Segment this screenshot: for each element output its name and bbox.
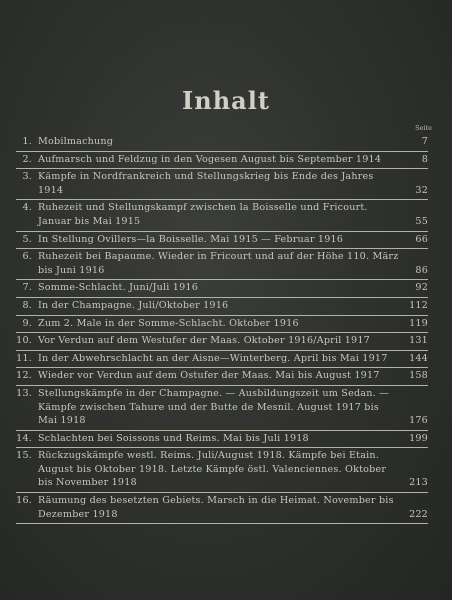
- toc-entry-page: 144: [409, 352, 428, 364]
- toc-entry-text: Kämpfe in Nordfrankreich und Stellungskrieg bis Ende des Jahres 1914: [38, 171, 374, 196]
- toc-entry-text: In der Champagne. Juli/Oktober 1916: [38, 299, 229, 311]
- toc-entry-page: 131: [409, 335, 428, 347]
- toc-entry-text: In Stellung Ovillers—la Boisselle. Mai 1915 — Februar 1916: [38, 233, 344, 245]
- toc-entry-page: 119: [409, 317, 428, 329]
- toc-entry-number: 7.: [22, 282, 32, 294]
- toc-entry-text: Wieder vor Verdun auf dem Ostufer der Maas. Mai bis August 1917: [38, 370, 380, 382]
- toc-entry-number: 5.: [22, 233, 32, 245]
- table-of-contents: [16, 134, 428, 524]
- toc-entry-page: 86: [415, 264, 428, 276]
- toc-entry-text: Somme-Schlacht. Juni/Juli 1916: [38, 282, 199, 294]
- toc-entry-text: Vor Verdun auf dem Westufer der Maas. Oktober 1916/April 1917: [38, 335, 370, 347]
- toc-entry: [16, 298, 428, 316]
- toc-entry-number: 11.: [16, 352, 32, 364]
- toc-entry-text: Rückzugskämpfe westl. Reims. Juli/August 1918. Kämpfe bei Etain. August bis Oktober 1918. Letzte Kämpfe östl. Valenciennes. Oktober bis November 1918: [38, 450, 387, 489]
- toc-entry-page: 92: [415, 282, 428, 294]
- toc-entry-page: 112: [409, 299, 428, 311]
- toc-entry-page: 213: [409, 477, 428, 489]
- toc-entry-number: 3.: [22, 171, 32, 183]
- toc-entry: [16, 152, 428, 170]
- toc-entry-number: 2.: [22, 153, 32, 165]
- toc-entry-number: 14.: [16, 432, 32, 444]
- toc-entry: [16, 351, 428, 369]
- toc-entry-page: 8: [421, 153, 428, 165]
- toc-entry-text: Aufmarsch und Feldzug in den Vogesen August bis September 1914: [38, 153, 382, 165]
- toc-entry-page: 199: [409, 432, 428, 444]
- toc-entry-page: 32: [415, 184, 428, 196]
- toc-entry-number: 4.: [22, 202, 32, 214]
- page-title: Inhalt: [182, 86, 270, 115]
- toc-entry-page: 7: [421, 136, 428, 147]
- toc-entry-text: Mobilmachung: [38, 136, 114, 147]
- toc-entry-number: 15.: [16, 450, 32, 462]
- toc-entry: [16, 232, 428, 250]
- toc-entry-text: In der Abwehrschlacht an der Aisne—Winterberg. April bis Mai 1917: [38, 352, 388, 364]
- toc-entry: [16, 386, 428, 431]
- toc-entry-number: 9.: [22, 317, 32, 329]
- toc-entry: [16, 169, 428, 200]
- toc-entry-number: 1.: [22, 136, 32, 147]
- toc-entry-number: 13.: [16, 387, 32, 399]
- toc-entry-page: 66: [415, 233, 428, 245]
- toc-entry: [16, 280, 428, 298]
- toc-entry-page: 176: [409, 415, 428, 427]
- toc-entry-text: Stellungskämpfe in der Champagne. — Ausbildungszeit um Sedan. — Kämpfe zwischen Tahure und der Butte de Mesnil. August 1917 bis Mai 1918: [38, 387, 389, 427]
- page-column-header: Seite: [415, 124, 432, 132]
- toc-entry: [16, 333, 428, 351]
- toc-entry-text: Schlachten bei Soissons und Reims. Mai bis Juli 1918: [38, 432, 309, 444]
- toc-entry: [16, 448, 428, 493]
- toc-entry: [16, 493, 428, 524]
- toc-entry: [16, 368, 428, 386]
- toc-entry-page: 222: [409, 508, 428, 520]
- toc-entry: [16, 316, 428, 334]
- toc-entry-text: Räumung des besetzten Gebiets. Marsch in die Heimat. November bis Dezember 1918: [38, 495, 394, 520]
- toc-entry-number: 8.: [22, 299, 32, 311]
- toc-entry: [16, 431, 428, 449]
- toc-entry: [16, 249, 428, 280]
- toc-entry-number: 6.: [22, 251, 32, 263]
- toc-entry-page: 55: [415, 215, 428, 227]
- toc-entry-text: Ruhezeit bei Bapaume. Wieder in Fricourt und auf der Höhe 110. März bis Juni 1916: [38, 251, 399, 276]
- toc-entry-number: 10.: [16, 335, 32, 347]
- toc-entry-text: Zum 2. Male in der Somme-Schlacht. Oktober 1916: [38, 317, 299, 329]
- toc-entry-page: 158: [409, 370, 428, 382]
- toc-entry: [16, 134, 428, 152]
- toc-entry-number: 12.: [16, 370, 32, 382]
- toc-entry-number: 16.: [16, 495, 32, 507]
- toc-entry-text: Ruhezeit und Stellungskampf zwischen la Boisselle und Fricourt. Januar bis Mai 1915: [38, 202, 368, 227]
- toc-entry: [16, 200, 428, 231]
